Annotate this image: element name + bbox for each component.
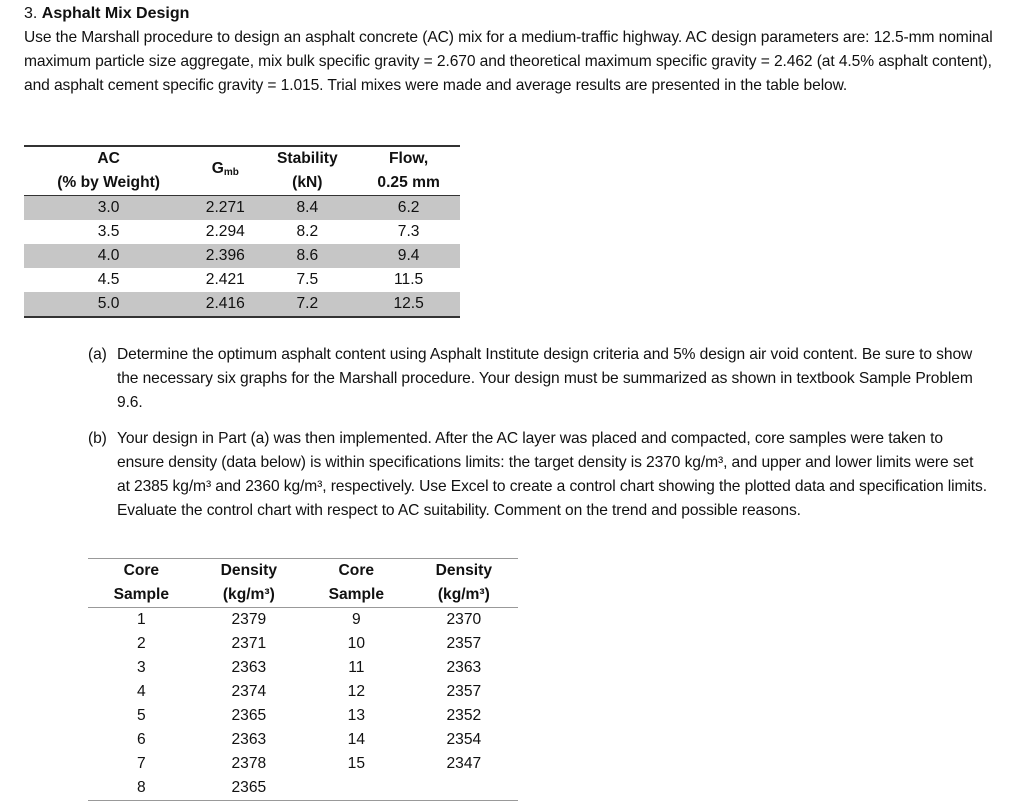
header-core-line2: Sample (328, 586, 385, 603)
problem-heading (24, 2, 189, 26)
table-cell: 2.421 (205, 271, 245, 288)
part-a-text: Determine the optimum asphalt content using Asphalt Institute design criteria and 5% design air void content. Be sure to show the necessary six graphs for the Marshall procedure. Your design must be summarized as shown in textbook Sample Problem 9.6. (117, 346, 973, 411)
table-row (24, 292, 460, 317)
table-header-row (88, 559, 518, 608)
header-flow-line2: 0.25 mm (377, 174, 440, 191)
table-cell: 8.4 (257, 196, 357, 221)
table-row (88, 656, 518, 680)
problem-intro: Use the Marshall procedure to design an asphalt concrete (AC) mix for a medium-traffic highway. AC design parameters are: 12.5-mm nominal maximum particle size aggregate, mix bulk specific gravity = 2.670 and theoretical maximum specific gravity = 2.462 (at 4.5% asphalt content), and asphalt cement specific gravity = 1.015. Trial mixes were made and average results are presented in the table below. (24, 29, 993, 94)
header-density-2 (410, 559, 518, 608)
table-cell: 10 (347, 635, 365, 652)
header-stability-line2: (kN) (292, 174, 323, 191)
table-cell: 2363 (446, 659, 482, 676)
header-core-sample (88, 559, 195, 608)
table-cell: 8.6 (257, 244, 357, 268)
header-core-line1: Core (123, 562, 160, 579)
header-stability (257, 146, 357, 196)
header-stability-line1: Stability (277, 150, 338, 167)
problem-number: 3. (24, 5, 38, 22)
table-cell: 14 (347, 731, 365, 748)
part-b-text: Your design in Part (a) was then implemented. After the AC layer was placed and compacted, core samples were taken to ensure density (data below) is within specifications limits: the target density is 2370 kg/m³, and upper and lower limits were set at 2385 kg/m³ and 2360 kg/m³, respectively. Use Excel to create a control chart showing the plotted data and specification limits. Evaluate the control chart with respect to AC suitability. Comment on the trend and possible reasons. (117, 430, 987, 519)
table-row (88, 632, 518, 656)
table-cell: 2.271 (193, 196, 257, 221)
table-row (24, 196, 460, 221)
header-ac (24, 146, 193, 196)
header-flow-line1: Flow, (388, 150, 429, 167)
header-core-line2: Sample (113, 586, 170, 603)
header-core-sample-2 (303, 559, 410, 608)
table-cell: 2379 (231, 611, 267, 628)
part-b (88, 427, 988, 523)
table-cell: 3.0 (24, 196, 193, 221)
table-row (88, 680, 518, 704)
table-cell: 2357 (446, 635, 482, 652)
table-cell: 2.294 (205, 223, 245, 240)
table-cell: 2365 (231, 779, 267, 796)
table-cell: 5.0 (24, 292, 193, 317)
table-cell: 2363 (231, 731, 267, 748)
table-cell: 4 (136, 683, 146, 700)
table-cell: 2378 (231, 755, 267, 772)
table-cell: 13 (347, 707, 365, 724)
table-cell (410, 776, 518, 801)
problem-title: Asphalt Mix Design (41, 5, 190, 22)
header-gmb (193, 146, 257, 196)
table-cell: 12 (347, 683, 365, 700)
table-cell: 9.4 (357, 244, 460, 268)
table-header-row (24, 146, 460, 196)
table-cell: 2.396 (193, 244, 257, 268)
table-cell: 2365 (231, 707, 267, 724)
table-cell: 2371 (231, 635, 267, 652)
table-cell: 6 (136, 731, 146, 748)
table-cell: 15 (347, 755, 365, 772)
table-cell: 9 (351, 611, 361, 628)
header-gmb-sub: mb (223, 167, 239, 178)
part-a (88, 343, 988, 415)
header-density-line2: (kg/m³) (437, 586, 490, 603)
table-cell: 4.5 (97, 271, 120, 288)
table-row (88, 728, 518, 752)
table-cell: 11.5 (394, 271, 424, 288)
table-cell: 5 (136, 707, 146, 724)
table-cell: 8.2 (296, 223, 319, 240)
table-cell: 2363 (231, 659, 267, 676)
table-cell (303, 776, 410, 801)
header-density-line1: Density (435, 562, 492, 579)
table-row (24, 220, 460, 244)
header-core-line1: Core (338, 562, 375, 579)
table-cell: 2354 (446, 731, 482, 748)
header-ac-line1: AC (97, 150, 120, 167)
table-cell: 7 (136, 755, 146, 772)
header-ac-line2: (% by Weight) (57, 174, 160, 191)
header-density-line1: Density (220, 562, 277, 579)
table-cell: 2347 (446, 755, 482, 772)
header-density (195, 559, 303, 608)
header-flow (357, 146, 460, 196)
table-row (88, 776, 518, 801)
table-cell: 11 (348, 659, 365, 676)
table-cell: 2374 (231, 683, 267, 700)
table-cell: 6.2 (357, 196, 460, 221)
table-row (88, 704, 518, 728)
table-cell: 7.3 (397, 223, 420, 240)
table-row (88, 608, 518, 633)
table-cell: 2352 (446, 707, 482, 724)
table-cell: 1 (136, 611, 146, 628)
table-cell: 3.5 (97, 223, 120, 240)
table-cell: 2 (136, 635, 146, 652)
core-density-table (88, 558, 518, 801)
table-row (24, 244, 460, 268)
table-cell: 3 (136, 659, 146, 676)
table-cell: 12.5 (357, 292, 460, 317)
table-cell: 7.2 (257, 292, 357, 317)
header-density-line2: (kg/m³) (222, 586, 275, 603)
part-a-label: (a) (88, 346, 107, 363)
table-cell: 8 (136, 779, 146, 796)
header-gmb-main: G (211, 160, 224, 177)
table-row (24, 268, 460, 292)
table-row (88, 752, 518, 776)
table-cell: 7.5 (296, 271, 319, 288)
table-cell: 2357 (446, 683, 482, 700)
table-cell: 2.416 (193, 292, 257, 317)
mix-results-table (24, 145, 460, 318)
part-b-label: (b) (88, 430, 107, 447)
table-cell: 4.0 (24, 244, 193, 268)
table-cell: 2370 (446, 611, 482, 628)
